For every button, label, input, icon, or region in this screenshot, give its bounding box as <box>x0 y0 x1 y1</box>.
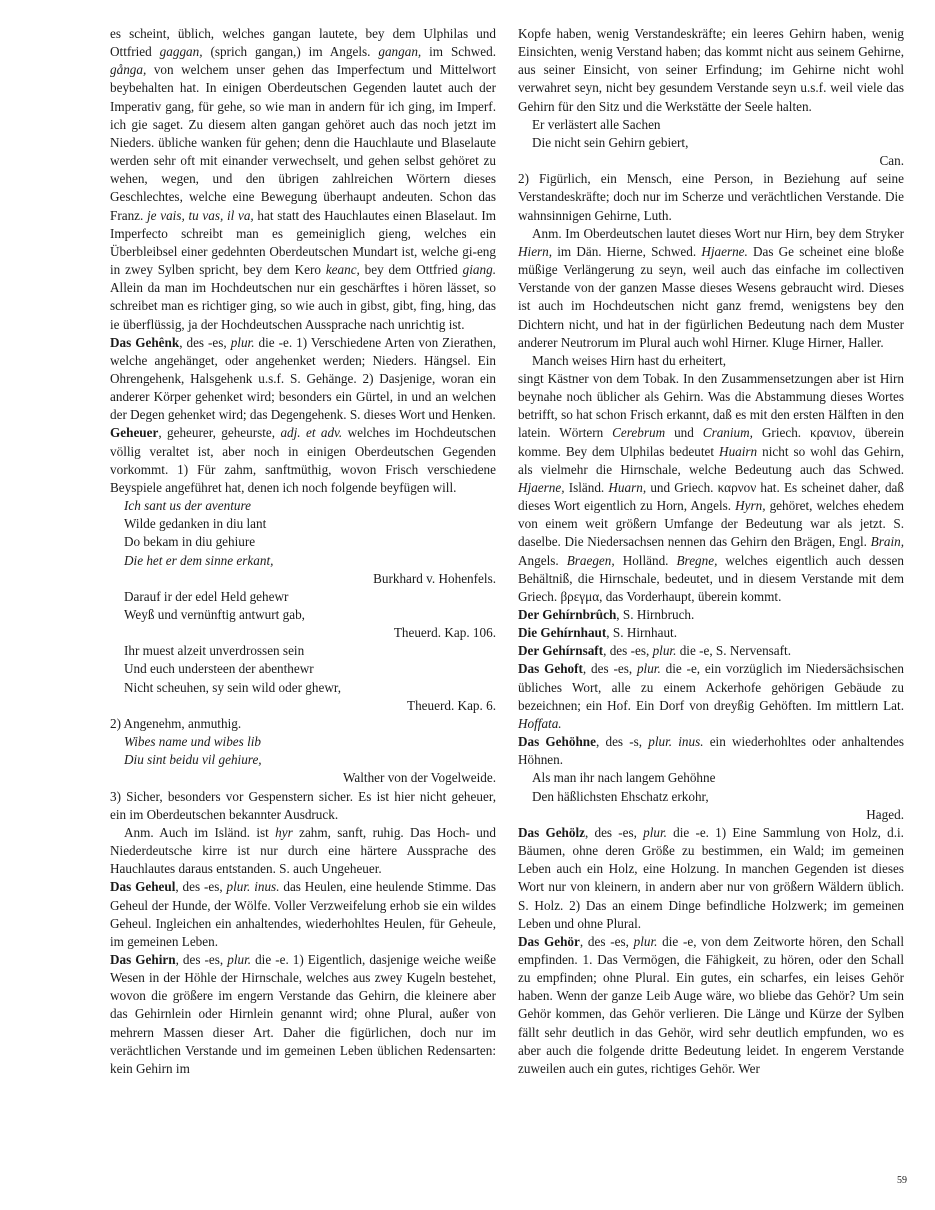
entry-gehoft: Das Gehoft, des -es, plur. die -e, ein vorzüglich im Niedersächsischen übliches Wort, alle zu einem Ackerhofe gehörigen Gebäude zu bezeichnen; ein Hof. Ein Dorf von dreyßig Gehöften. Im mittlern Lat. Hoffata. <box>518 661 904 731</box>
sense-3: 3) Sicher, besonders vor Gespenstern sicher. Es ist hier nicht geheuer, ein im Oberdeutschen bekannter Ausdruck. <box>110 788 496 822</box>
headword: Das Gehênk <box>110 334 180 350</box>
entry-geheuer: Geheuer, geheurer, geheurste, adj. et adv. welches im Hochdeutschen völlig veraltet ist, aber noch in einigen Oberdeutschen Gegenden vorkommt. 1) Für zahm, sanftmüthig, wovon Frisch verschiedene Beyspiele angeführet hat, denen ich noch folgende beyfügen will. <box>110 425 496 495</box>
headword: Das Gehölz <box>518 824 585 840</box>
annotation-continuation: singt Kästner von dem Tobak. In den Zusammensetzungen aber ist Hirn beynahe noch üblicher als Gehirn. Was die Abstammung dieses Wortes betrifft, so hat schon Frisch erkannt, daß es mit den ersten Hälften in den latein. Wörtern Cerebrum und Cranium, Griech. κρανιον, überein komme. Bey dem Ulphilas bedeutet Huairn nicht so wohl das Gehirn, als vielmehr die Hirnschale, welche Bedeutung auch das Schwed. Hjaerne, Isländ. Huarn, und Griech. καρνον hat. Es scheinet daher, daß dieses Wort eigentlich zu Horn, Angels. Hyrn, gehöret, welches ehedem von einem weit größern Umfange der Bedeutung war als jetzt. S. daselbe. Die Niedersachsen nennen das Gehirn den Brägen, Engl. Brain, Angels. Braegen, Holländ. Bregne, welches eigentlich auch dessen Behältniß, die Hirnschale, bedeutet, und in diesem Verstande mit dem Griech. βρεγμα, das Vorderhaupt, überein kommt. <box>518 370 904 604</box>
headword: Das Gehöhne <box>518 734 596 750</box>
entry-gehor: Das Gehör, des -es, plur. die -e, von dem Zeitworte hören, den Schall empfinden. 1. Das Vermögen, die Fähigkeit, zu hören, oder den Schall zu empfinden; ohne Plural. Ein gutes, ein scharfes, ein leises Gehör haben. Wenn der ganze Leib Auge wäre, wo bliebe das Gehör? Um sein Gehör kommen, das Gehör verlieren. Die Länge und Kürze der Sylben fällt sehr deutlich in das Gehör, wird sehr deutlich empfunden, wo es aber auch die folgende dritte Bedeutung leidet. In engerem Verstande zuweilen auch ein gutes, richtiges Gehör. Wer <box>518 933 904 1076</box>
entry-gehirn: Das Gehirn, des -es, plur. die -e. 1) Eigentlich, dasjenige weiche weiße Wesen in der Höhle der Hirnschale, welches aus zwey Kugeln bestehet, wovon die größere im engern Verstande das Gehirn, die kleinere aber das Gehirnlein oder Hirnlein genannt wird; ohne Plural, außer von mehrern Massen dieser Art. Daher die figürlichen, doch nur im verächtlichen Verstande und im gemeinen Leben üblichen Redensarten: kein Gehirn im <box>110 951 496 1076</box>
entry-gehohne: Das Gehöhne, des -s, plur. inus. ein wiederhohltes oder anhaltendes Höhnen. <box>518 734 904 768</box>
verse-line: Ihr muest alzeit unverdrossen sein <box>124 643 305 659</box>
sense-2: 2) Angenehm, anmuthig. <box>110 715 242 731</box>
verse-source: Burkhard v. Hohenfels. <box>373 570 496 586</box>
verse-line: Do bekam in diu gehiure <box>124 534 256 550</box>
headword: Der Gehírnsaft <box>518 643 604 659</box>
entry-gehirnsaft: Der Gehírnsaft, des -es, plur. die -e, S. Nervensaft. <box>518 643 792 659</box>
headword: Geheuer <box>110 425 159 441</box>
right-column <box>518 25 904 1078</box>
verse-line: Die nicht sein Gehirn gebiert, <box>532 134 689 150</box>
annotation: Anm. Im Oberdeutschen lautet dieses Wort nur Hirn, bey dem Stryker Hiern, im Dän. Hierne, Schwed. Hjaerne. Das Ge scheinet eine bloße müßige Verlängerung zu seyn, weil auch das einfache im collectiven Verstande von der ganzen Masse dieses Wesens gebraucht wird. Dieses ist auch im Hochdeutschen nicht ganz fremd, wenigstens bey den Dichtern nicht, und hat in der figürlichen Bedeutung nach dem Muster anderer Neutrorum im Plural auch wohl Hirner. Kluge Hirner, Haller. <box>518 225 904 350</box>
verse-line: Wilde gedanken in diu lant <box>124 516 267 532</box>
verse-quote <box>110 497 496 588</box>
verse-line: Er verlästert alle Sachen <box>532 116 661 132</box>
verse-quote <box>110 588 496 642</box>
headword: Der Gehírnbrûch <box>518 607 617 622</box>
verse-source: Haged. <box>866 806 904 822</box>
verse-line: Nicht scheuhen, sy sein wild oder ghewr, <box>124 679 342 695</box>
verse-line: Darauf ir der edel Held gehewr <box>124 588 289 604</box>
verse-line: Ich sant us der aventure <box>124 498 251 514</box>
verse-quote <box>110 733 496 787</box>
verse-source: Can. <box>879 153 904 169</box>
left-column <box>110 25 496 1078</box>
verse-quote <box>518 769 904 823</box>
verse-line: Die het er dem sinne erkant, <box>124 552 274 568</box>
verse-line: Weyß und vernünftig antwurt gab, <box>124 607 305 622</box>
verse-quote <box>110 642 496 715</box>
entry-gehirnhaut: Die Gehírnhaut, S. Hirnhaut. <box>518 625 677 641</box>
entry-geholz: Das Gehölz, des -es, plur. die -e. 1) Eine Sammlung von Holz, d.i. Bäumen, ohne deren Größe zu bestimmen, ein Wald; im gemeinen Leben auch ein Holz, eine Holzung. In manchen Gegenden ist dieses Wort nur von kleinern, in andern aber nur von größern Wäldern üblich. S. Holz. 2) Das an einem Dinge befindliche Holzwerk; im gemeinen Leben und ohne Plural. <box>518 824 904 931</box>
verse-quote <box>518 352 904 370</box>
verse-line: Und euch understeen der abenthewr <box>124 661 314 677</box>
headword: Das Gehör <box>518 933 580 949</box>
headword: Die Gehírnhaut <box>518 625 607 641</box>
verse-line: Manch weises Hirn hast du erheitert, <box>532 352 727 368</box>
verse-line: Wibes name und wibes lib <box>124 734 261 750</box>
verse-source: Theuerd. Kap. 6. <box>407 697 496 713</box>
verse-quote <box>518 116 904 170</box>
entry-gehenk: Das Gehênk, des -es, plur. die -e. 1) Verschiedene Arten von Zierathen, welche angehänget, oder angehenket werden; Nieders. Hängsel. Ein Ohrengehenk, Halsgehenk u.s.f. S. Gehänge. 2) Dasjenige, woran ein anderer Körper gehenket wird; besonders ein Gürtel, in und an welchen der Degen gehenket wird; das Degengehenk. S. dieses Wort und Henken. <box>110 334 496 423</box>
verse-source: Theuerd. Kap. 106. <box>393 625 496 641</box>
annotation: Anm. Auch im Isländ. ist hyr zahm, sanft, ruhig. Das Hoch- und Niederdeutsche kirre ist nur durch eine härtere Aussprache des Hauchlautes daraus entstanden. S. auch Ungeheuer. <box>110 824 496 877</box>
verse-line: Diu sint beidu vil gehiure, <box>124 752 262 768</box>
verse-line: Den häßlichsten Ehschatz erkohr, <box>532 788 709 804</box>
verse-line: Als man ihr nach langem Gehöhne <box>532 770 716 786</box>
sense-2: 2) Figürlich, ein Mensch, eine Person, in Beziehung auf seine Verstandeskräfte; doch nur im Scherze und verächtlichen Verstande. Die wahnsinnigen Gehirne, Luth. <box>518 171 904 223</box>
entry-gehirnbruch: Der Gehírnbrûch, S. Hirnbruch. <box>518 607 695 622</box>
entry-geheul: Das Geheul, des -es, plur. inus. das Heulen, eine heulende Stimme. Das Geheul der Hunde, der Wölfe. Voller Verzweifelung erhob sie ein wildes Geheul. Ingleichen ein anhaltendes, wiederhohltes Heulen, für Geheule, im gemeinen Leben. <box>110 879 496 949</box>
headword: Das Gehirn <box>110 951 176 967</box>
headword: Das Gehoft <box>518 661 583 677</box>
paragraph-gehirn-continuation: Kopfe haben, wenig Verstandeskräfte; ein leeres Gehirn haben, wenig Einsichten, wenig Verstand haben; das kommt nicht aus seinem Gehirne, aus seiner Einsicht, von seiner Erfindung; im Gehirne nicht wohl verwahret seyn, nicht bey gesundem Verstande seyn u.s.f. weil viele das Gehirn für den Sitz und die Werkstätte der Seele halten. <box>518 26 904 114</box>
paragraph-gehen-continuation: es scheint, üblich, welches gangan lautete, bey dem Ulphilas und Ottfried gaggan, (sprich gangan,) im Angels. gangan, im Schwed. gånga, von welchem unser gehen das Imperfectum und Mittelwort beybehalten hat. In einigen Oberdeutschen Gegenden lautet auch der Imperativ gang, für gehe, so wie man in andern für ich ging, im Imperf. ich gie saget. Zu diesem alten gangan gehöret auch das noch jetzt im Nieders. übliche wanken für gehen; denn die Hauchlaute und Blaselaute werden sehr oft mit einander verwechselt, und gehen selbst gehöret zu wehen, wegen, und den übrigen zahlreichen Wörtern dieses Geschlechtes, welche eine Bewegung überhaupt andeuten. Schon das Franz. je vais, tu vas, il va, hat statt des Hauchlautes einen Blaselaut. Im Imperfecto schreibt man es gemeiniglich gieng, welches ein Überbleibsel einer gedehnten Oberdeutschen Mundart ist, welche gi-eng in zwey Sylben spricht, bey dem Kero keanc, bey dem Ottfried giang. Allein da man im Hochdeutschen nur ein geschärftes i hören lässet, so schreibet man es richtiger ging, so wie auch in gibst, gibt, fing, hing, das ie überflüssig, ja der Hochdeutschen Aussprache nach unrichtig ist. <box>110 26 497 332</box>
verse-source: Walther von der Vogelweide. <box>343 770 496 786</box>
page-number: 59 <box>897 1175 907 1186</box>
headword: Das Geheul <box>110 879 176 895</box>
